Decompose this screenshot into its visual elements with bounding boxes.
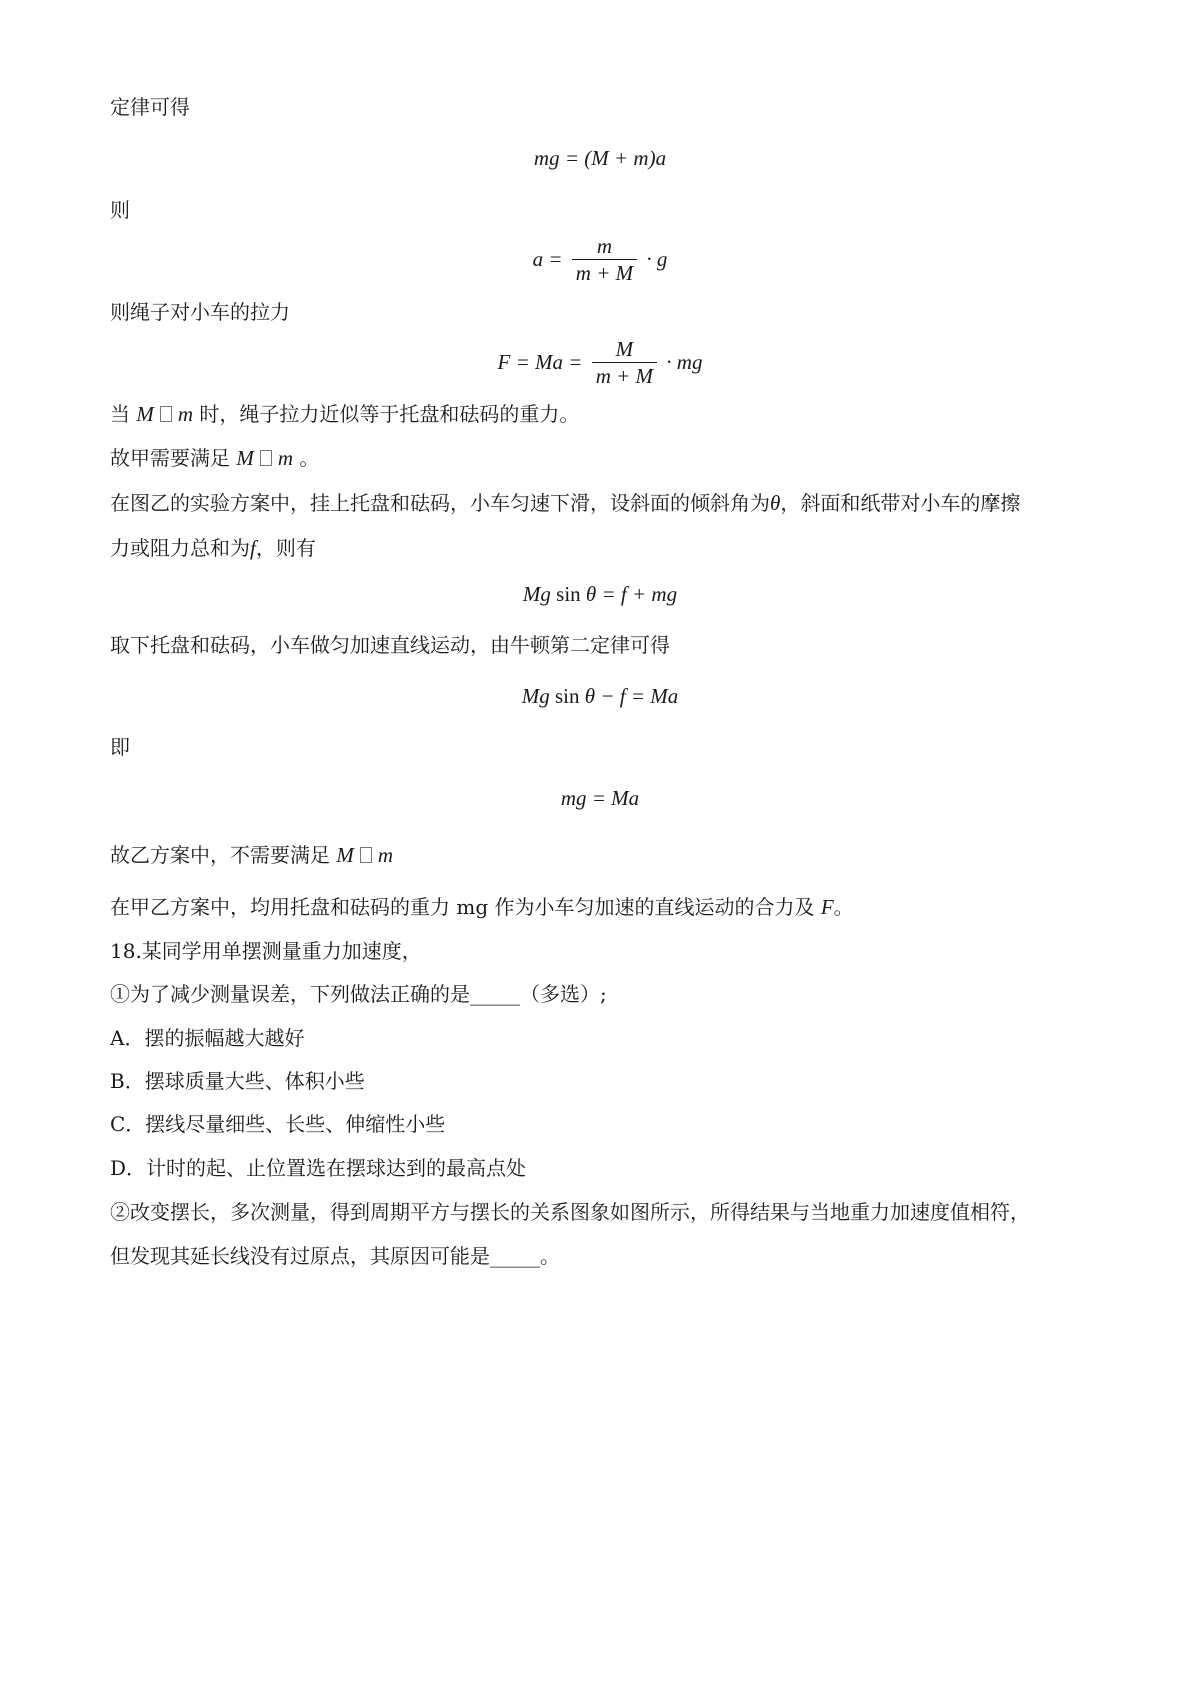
equation-3-lhs: F = Ma =: [497, 350, 583, 374]
text-line-5-start: 故甲需要满足: [110, 446, 230, 470]
missing-glyph-box: [260, 450, 272, 466]
text-line-6-start: 在图乙的实验方案中，挂上托盘和砝码，小车匀速下滑，设斜面的倾斜角为: [110, 491, 770, 515]
equation-2-fraction: [572, 233, 637, 286]
option-b: B．摆球质量大些、体积小些: [110, 1069, 365, 1093]
equation-2-denominator: m + M: [575, 261, 634, 285]
text-line-9: 即: [110, 735, 130, 759]
equation-2-lhs: a =: [532, 247, 563, 271]
symbol-m: m: [377, 843, 394, 867]
equation-5-part-b: θ − f = Ma: [584, 684, 679, 708]
text-line-4: [110, 402, 579, 426]
text-line-11-end: 。: [833, 895, 854, 919]
equation-2-rhs: · g: [646, 247, 668, 271]
option-a: A．摆的振幅越大越好: [110, 1026, 305, 1050]
symbol-m: m: [177, 402, 194, 426]
text-line-11: [110, 895, 854, 919]
text-line-3: 则绳子对小车的拉力: [110, 300, 290, 324]
symbol-f: f: [250, 536, 256, 560]
equation-4: [0, 582, 1200, 606]
text-line-1: 定律可得: [110, 95, 190, 119]
text-line-4-start: 当: [110, 402, 130, 426]
text-line-7-end: ，则有: [255, 536, 316, 560]
question-18-part-2-line-2: 但发现其延长线没有过原点，其原因可能是_____。: [110, 1244, 560, 1268]
equation-4-part-a: Mg: [522, 582, 551, 606]
text-line-6: [110, 491, 1020, 515]
equation-4-part-b: θ = f + mg: [585, 582, 678, 606]
equation-4-sin: sin: [556, 582, 581, 606]
symbol-M: M: [136, 402, 154, 426]
symbol-F: F: [820, 895, 834, 919]
missing-glyph-box: [360, 847, 372, 863]
text-line-5: [110, 446, 319, 470]
equation-3-fraction: [592, 336, 657, 389]
option-c: C．摆线尽量细些、长些、伸缩性小些: [110, 1112, 446, 1136]
equation-5-sin: sin: [554, 684, 580, 708]
equation-2-numerator: m: [572, 233, 637, 260]
equation-6: mg = Ma: [560, 786, 640, 810]
text-line-5-end: 。: [299, 446, 320, 470]
text-line-4-end: 时，绳子拉力近似等于托盘和砝码的重力。: [199, 402, 580, 426]
equation-5: [0, 684, 1200, 708]
symbol-M: M: [236, 446, 254, 470]
equation-5-part-a: Mg: [521, 684, 550, 708]
text-line-10: [110, 843, 393, 867]
symbol-M: M: [336, 843, 354, 867]
equation-1: mg = (M + m)a: [533, 146, 667, 170]
equation-3-numerator: M: [592, 336, 657, 363]
text-line-2: 则: [110, 198, 130, 222]
question-18-title: 18.某同学用单摆测量重力加速度，: [110, 939, 422, 963]
text-line-7: [110, 536, 316, 560]
text-line-6-end: ，斜面和纸带对小车的摩擦: [780, 491, 1021, 515]
question-18-part-1: ①为了减少测量误差，下列做法正确的是_____（多选）;: [110, 982, 607, 1006]
question-18-part-2-line-1: ②改变摆长，多次测量，得到周期平方与摆长的关系图象如图所示，所得结果与当地重力加速度值相符，: [110, 1200, 1030, 1224]
symbol-theta: θ: [770, 491, 781, 515]
text-line-10-start: 故乙方案中，不需要满足: [110, 843, 330, 867]
missing-glyph-box: [160, 406, 172, 422]
equation-3: [0, 336, 1200, 389]
text-line-8: 取下托盘和砝码，小车做匀加速直线运动，由牛顿第二定律可得: [110, 633, 670, 657]
text-line-7-start: 力或阻力总和为: [110, 536, 250, 560]
option-d: D．计时的起、止位置选在摆球达到的最高点处: [110, 1156, 527, 1180]
equation-3-rhs: · mg: [666, 350, 703, 374]
equation-2: [0, 233, 1200, 286]
equation-3-denominator: m + M: [595, 364, 654, 388]
symbol-m: m: [277, 446, 294, 470]
text-line-11-start: 在甲乙方案中，均用托盘和砝码的重力 mg 作为小车匀加速的直线运动的合力及: [110, 895, 815, 919]
